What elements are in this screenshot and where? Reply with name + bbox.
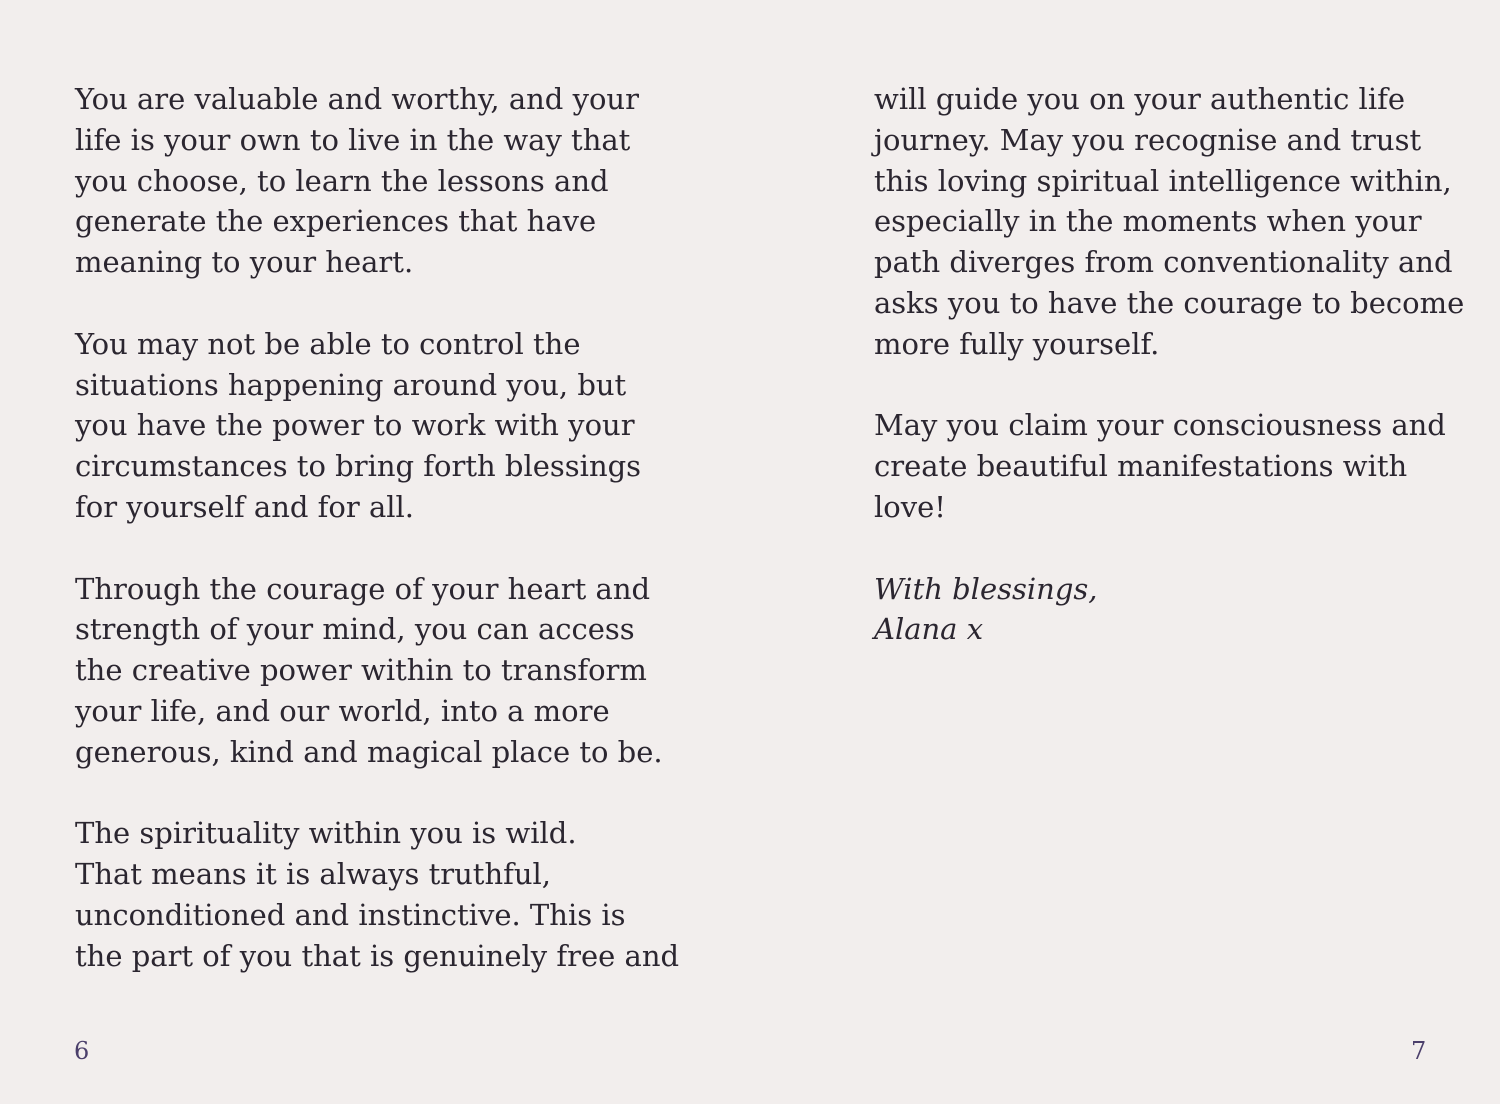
signoff-signature: Alana x [874, 612, 984, 647]
text-line: this loving spiritual intelligence within, [874, 163, 1452, 198]
text-line: meaning to your heart. [75, 245, 414, 280]
signoff [874, 569, 1454, 651]
text-line: You are valuable and worthy, and your [75, 82, 639, 116]
signoff-line: With blessings, [874, 571, 1098, 606]
text-line: life is your own to live in the way that [75, 122, 631, 157]
text-line: You may not be able to control the [75, 326, 581, 361]
right-page [750, 0, 1500, 1104]
right-page-body [874, 79, 1465, 691]
text-line: circumstances to bring forth blessings [75, 449, 642, 484]
text-line: love! [874, 489, 946, 524]
text-line: May you claim your consciousness and [874, 408, 1446, 443]
paragraph-4 [75, 813, 680, 976]
text-line: create beautiful manifestations with [874, 449, 1408, 484]
text-line: asks you to have the courage to become [874, 285, 1465, 320]
text-line: Through the courage of your heart and [75, 571, 651, 606]
text-line: journey. May you recognise and trust [874, 122, 1422, 157]
text-line: the part of you that is genuinely free and [75, 938, 680, 973]
text-line: your life, and our world, into a more [75, 693, 610, 728]
text-line: you choose, to learn the lessons and [75, 163, 609, 198]
text-line: you have the power to work with your [75, 408, 635, 443]
text-line: will guide you on your authentic life [874, 82, 1405, 116]
page-number-left: 6 [74, 1037, 90, 1065]
paragraph-3 [75, 569, 663, 773]
text-line: unconditioned and instinctive. This is [75, 897, 626, 932]
text-line: especially in the moments when your [874, 204, 1422, 239]
left-page-body [75, 79, 680, 1017]
text-line: generate the experiences that have [75, 204, 597, 239]
paragraph-5 [874, 79, 1465, 365]
text-line: path diverges from conventionality and [874, 245, 1453, 280]
text-line: more fully yourself. [874, 326, 1160, 361]
page-number-right: 7 [1411, 1037, 1427, 1065]
text-line: strength of your mind, you can access [75, 612, 635, 647]
text-line: the creative power within to transform [75, 653, 647, 688]
paragraph-6 [874, 405, 1454, 527]
paragraph-1 [75, 79, 655, 283]
text-line: situations happening around you, but [75, 367, 627, 402]
text-line: The spirituality within you is wild. [75, 816, 577, 851]
text-line: That means it is always truthful, [75, 857, 552, 892]
text-line: generous, kind and magical place to be. [75, 734, 663, 769]
paragraph-2 [75, 324, 655, 528]
text-line: for yourself and for all. [75, 489, 415, 524]
